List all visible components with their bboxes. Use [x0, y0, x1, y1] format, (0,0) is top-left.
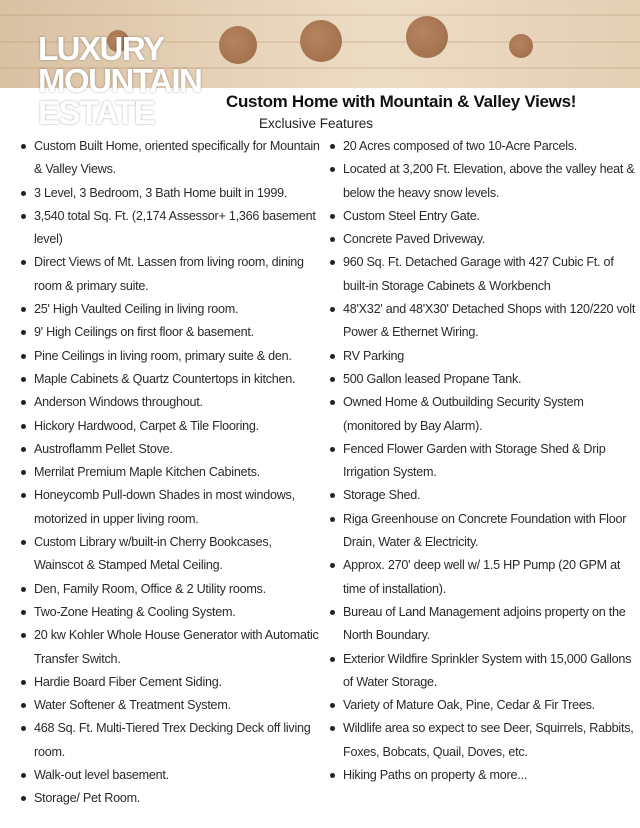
wood-grain	[0, 14, 640, 16]
wood-knot-decoration	[300, 20, 342, 62]
feature-item: Hardie Board Fiber Cement Siding.	[18, 671, 322, 694]
feature-item: 960 Sq. Ft. Detached Garage with 427 Cubic Ft. of built-in Storage Cabinets & Workbench	[327, 251, 638, 298]
feature-item: 468 Sq. Ft. Multi-Tiered Trex Decking Deck off living room.	[18, 717, 322, 764]
feature-item: Located at 3,200 Ft. Elevation, above the valley heat & below the heavy snow levels.	[327, 158, 638, 205]
feature-item: Exterior Wildfire Sprinkler System with 15,000 Gallons of Water Storage.	[327, 648, 638, 695]
title-line: LUXURY	[38, 30, 164, 67]
feature-item: Water Softener & Treatment System.	[18, 694, 322, 717]
feature-item: Custom Built Home, oriented specifically for Mountain & Valley Views.	[18, 135, 322, 182]
wood-knot-decoration	[509, 34, 533, 58]
feature-list-right	[327, 135, 638, 787]
feature-item: Concrete Paved Driveway.	[327, 228, 638, 251]
feature-item: Maple Cabinets & Quartz Countertops in kitchen.	[18, 368, 322, 391]
feature-item: Direct Views of Mt. Lassen from living room, dining room & primary suite.	[18, 251, 322, 298]
feature-item: Custom Library w/built-in Cherry Bookcases, Wainscot & Stamped Metal Ceiling.	[18, 531, 322, 578]
feature-item: Hiking Paths on property & more...	[327, 764, 638, 787]
feature-item: Walk-out level basement.	[18, 764, 322, 787]
feature-item: Two-Zone Heating & Cooling System.	[18, 601, 322, 624]
title-line: ESTATE	[38, 94, 155, 131]
feature-item: 20 Acres composed of two 10-Acre Parcels.	[327, 135, 638, 158]
feature-item: 25' High Vaulted Ceiling in living room.	[18, 298, 322, 321]
feature-item: RV Parking	[327, 345, 638, 368]
feature-list-left	[18, 135, 322, 811]
feature-item: Custom Steel Entry Gate.	[327, 205, 638, 228]
section-heading: Exclusive Features	[259, 116, 374, 131]
page-title	[38, 30, 202, 131]
feature-item: Approx. 270' deep well w/ 1.5 HP Pump (20 GPM at time of installation).	[327, 554, 638, 601]
feature-item: Bureau of Land Management adjoins property on the North Boundary.	[327, 601, 638, 648]
feature-item: Wildlife area so expect to see Deer, Squirrels, Rabbits, Foxes, Bobcats, Quail, Doves, etc.	[327, 717, 638, 764]
feature-item: Anderson Windows throughout.	[18, 391, 322, 414]
feature-item: Austroflamm Pellet Stove.	[18, 438, 322, 461]
feature-item: Hickory Hardwood, Carpet & Tile Flooring.	[18, 415, 322, 438]
feature-item: Storage/ Pet Room.	[18, 787, 322, 810]
feature-item: Fenced Flower Garden with Storage Shed & Drip Irrigation System.	[327, 438, 638, 485]
feature-item: 3 Level, 3 Bedroom, 3 Bath Home built in 1999.	[18, 182, 322, 205]
feature-item: Den, Family Room, Office & 2 Utility rooms.	[18, 578, 322, 601]
feature-item: Merrilat Premium Maple Kitchen Cabinets.	[18, 461, 322, 484]
feature-item: Pine Ceilings in living room, primary suite & den.	[18, 345, 322, 368]
wood-knot-decoration	[406, 16, 448, 58]
feature-item: 500 Gallon leased Propane Tank.	[327, 368, 638, 391]
wood-knot-decoration	[219, 26, 257, 64]
feature-item: Honeycomb Pull-down Shades in most windows, motorized in upper living room.	[18, 484, 322, 531]
feature-item: 3,540 total Sq. Ft. (2,174 Assessor+ 1,366 basement level)	[18, 205, 322, 252]
feature-item: 48'X32' and 48'X30' Detached Shops with 120/220 volt Power & Ethernet Wiring.	[327, 298, 638, 345]
feature-item: 9' High Ceilings on first floor & basement.	[18, 321, 322, 344]
feature-item: Storage Shed.	[327, 484, 638, 507]
subtitle: Custom Home with Mountain & Valley Views!	[226, 92, 577, 111]
feature-item: Variety of Mature Oak, Pine, Cedar & Fir Trees.	[327, 694, 638, 717]
feature-item: Owned Home & Outbuilding Security System (monitored by Bay Alarm).	[327, 391, 638, 438]
title-line: MOUNTAIN	[38, 62, 202, 99]
feature-item: 20 kw Kohler Whole House Generator with Automatic Transfer Switch.	[18, 624, 322, 671]
feature-item: Riga Greenhouse on Concrete Foundation with Floor Drain, Water & Electricity.	[327, 508, 638, 555]
